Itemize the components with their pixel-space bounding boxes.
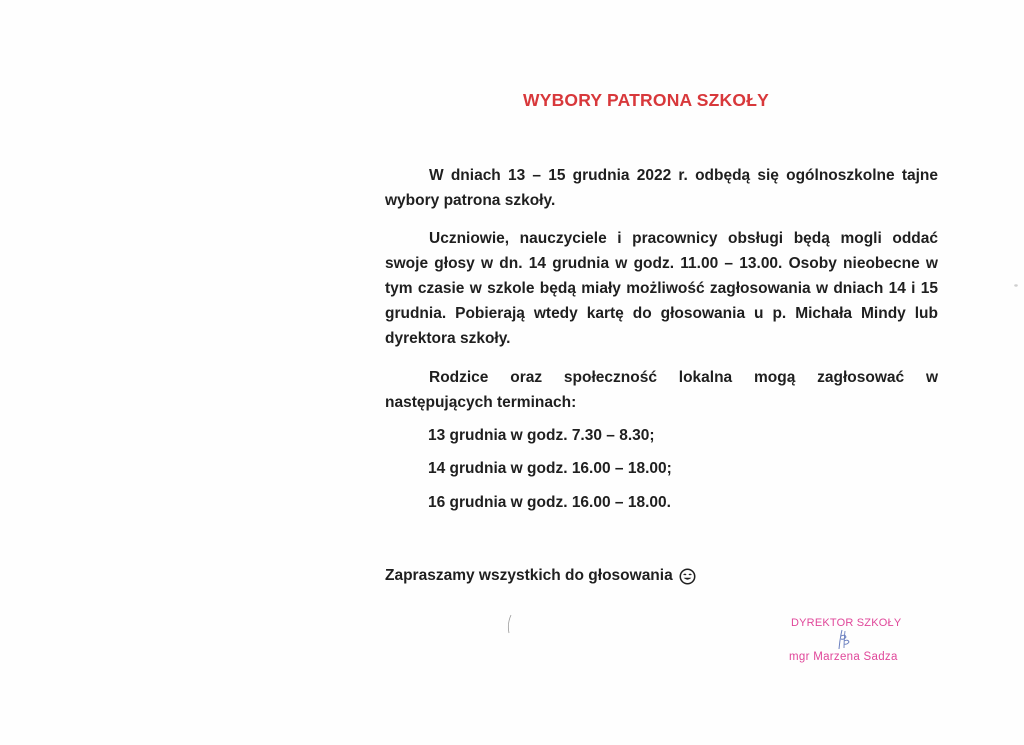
voting-term-2: 14 grudnia w godz. 16.00 – 18.00; [428,460,672,477]
director-title: DYREKTOR SZKOŁY [791,617,902,629]
invitation-text: Zapraszamy wszystkich do głosowania [385,567,673,584]
voting-term-1: 13 grudnia w godz. 7.30 – 8.30; [428,427,655,444]
signature-icon [832,628,856,652]
voting-term-3: 16 grudnia w godz. 16.00 – 18.00. [428,494,671,511]
paragraph-parents: Rodzice oraz społeczność lokalna mogą zagłosować w następujących terminach: [385,369,938,411]
scan-pencil-mark [505,614,513,634]
document-title: WYBORY PATRONA SZKOŁY [523,90,769,110]
scan-speck [1014,284,1018,287]
invitation-line [385,567,696,585]
director-name: mgr Marzena Sadza [789,651,898,663]
paragraph-voting-staff: Uczniowie, nauczyciele i pracownicy obsługi będą mogli oddać swoje głosy w dn. 14 grudnia w godz. 11.00 – 13.00. Osoby nieobecne w tym czasie w szkole będą miały możliwość zagłosowania w dniach 14 i 15 grudnia. Pobierają wtedy kartę do głosowania u p. Michała Mindy lub dyrektora szkoły. [385,230,938,347]
paragraph-intro: W dniach 13 – 15 grudnia 2022 r. odbędą się ogólnoszkolne tajne wybory patrona szkoły. [385,167,938,209]
smiley-face-icon [679,568,696,585]
